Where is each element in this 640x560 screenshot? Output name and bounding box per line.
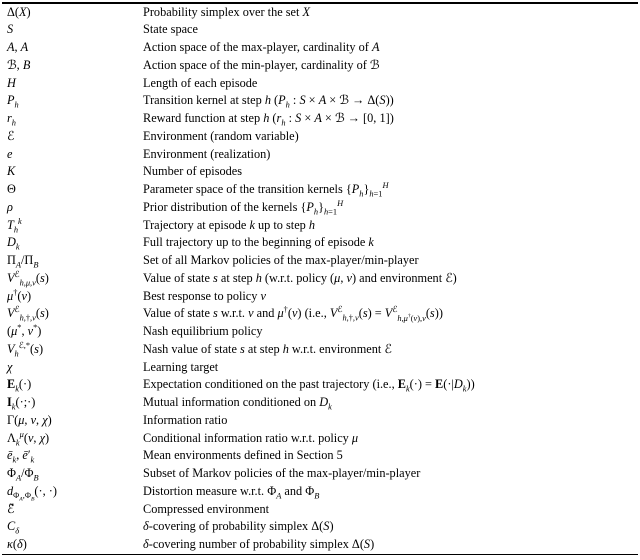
table-row: [0, 518, 640, 536]
description-cell: Conditional information ratio w.r.t. policy μ: [143, 430, 359, 445]
symbol-cell: S: [7, 22, 14, 37]
table-row: [0, 341, 640, 359]
description-cell: Reward function at step h ($r_h$ : S × A × ℬ → [0, 1]): [143, 111, 394, 128]
symbol-cell: ℰ: [7, 128, 15, 143]
symbol-cell: $V^ℰ_{h,\mu,\nu}(s)$: [7, 269, 49, 288]
description-cell: Distortion measure w.r.t. $\Phi_A$ and $\Phi_B$: [143, 483, 320, 501]
table-row: [0, 501, 640, 519]
description-cell: Probability simplex over the set X: [143, 4, 311, 19]
symbol-cell: $\Phi_A/\Phi_B$: [7, 466, 39, 483]
symbol-cell: $ē_k$, $ē'_k$: [7, 448, 35, 465]
symbol-cell: $E_k(\cdot)$: [7, 377, 32, 394]
table-row: [0, 75, 640, 93]
description-cell: Length of each episode: [143, 75, 258, 90]
symbol-cell: (μ*, ν*): [7, 323, 42, 339]
symbol-cell: H: [7, 75, 16, 90]
table-row: [0, 359, 640, 377]
description-cell: Subset of Markov policies of the max-player/min-player: [143, 466, 421, 481]
table-row: [0, 412, 640, 430]
description-cell: Number of episodes: [143, 164, 243, 179]
table-row: [0, 234, 640, 252]
description-cell: Compressed environment: [143, 501, 270, 516]
notation-table: [0, 4, 640, 554]
description-cell: Trajectory at episode k up to step h: [143, 217, 316, 232]
table-row: [0, 483, 640, 501]
description-cell: Information ratio: [143, 412, 228, 427]
symbol-cell: e: [7, 146, 13, 161]
symbol-cell: Δ(X): [7, 4, 31, 19]
symbol-cell: μ†(ν): [7, 287, 32, 303]
table-row: [0, 217, 640, 235]
symbol-cell: K: [7, 164, 16, 179]
table-row: [0, 4, 640, 22]
symbol-cell: $C_\delta$: [7, 519, 20, 536]
table-row: [0, 146, 640, 164]
description-cell: Parameter space of the transition kernels $\{P_h\}_{h=1}^H$: [143, 181, 389, 199]
table-row: [0, 39, 640, 57]
symbol-cell: $T_h^k$: [7, 216, 22, 235]
description-cell: Learning target: [143, 359, 219, 374]
table-row: [0, 57, 640, 75]
description-cell: δ-covering of probability simplex Δ(S): [143, 519, 334, 534]
table-rule-bottom: [2, 554, 638, 556]
symbol-cell: ρ: [7, 199, 13, 214]
table-row: [0, 323, 640, 341]
description-cell: Value of state s w.r.t. ν and μ†(ν) (i.e., $V^ℰ_{h,\dagger,\nu}(s) = V^ℰ_{h,\mu^\dagger(\nu),\nu}(s)$): [143, 305, 443, 323]
symbol-cell: $V_h^{ℰ,*}(s)$: [7, 340, 44, 359]
table-row: [0, 163, 640, 181]
table-row: [0, 394, 640, 412]
symbol-cell: $\Pi_A/\Pi_B$: [7, 253, 39, 270]
description-cell: Transition kernel at step h ($P_h$ : S × A × ℬ → Δ(S)): [143, 93, 394, 110]
notation-table-page: [0, 2, 640, 560]
symbol-cell: $\Lambda_k^\mu(\nu$, χ): [7, 429, 50, 448]
table-row: [0, 536, 640, 554]
description-cell: Expectation conditioned on the past trajectory (i.e., $E_k(\cdot) = E(\cdot|D_k)$): [143, 377, 475, 394]
description-cell: Nash value of state s at step h w.r.t. environment ℰ: [143, 341, 392, 356]
description-cell: Action space of the min-player, cardinality of ℬ: [143, 57, 380, 72]
table-row: [0, 199, 640, 217]
symbol-cell: $I_k(\cdot;\cdot)$: [7, 395, 36, 412]
symbol-cell: $V^ℰ_{h,\dagger,\nu}(s)$: [7, 305, 49, 323]
table-row: [0, 270, 640, 288]
description-cell: Best response to policy ν: [143, 288, 266, 303]
symbol-cell: κ(δ): [7, 537, 27, 552]
description-cell: Prior distribution of the kernels $\{P_h\}_{h=1}^H$: [143, 198, 344, 217]
table-row: [0, 376, 640, 394]
table-row: [0, 181, 640, 199]
symbol-cell: Γ(μ, ν, χ): [7, 412, 52, 427]
description-cell: Action space of the max-player, cardinality of A: [143, 40, 380, 55]
description-cell: Mean environments defined in Section 5: [143, 448, 343, 463]
description-cell: Nash equilibrium policy: [143, 324, 263, 339]
symbol-cell: $r_h$: [7, 111, 16, 128]
table-row: [0, 21, 640, 39]
description-cell: Set of all Markov policies of the max-player/min-player: [143, 253, 419, 268]
table-row: [0, 92, 640, 110]
symbol-cell: A, A: [7, 40, 29, 55]
table-row: [0, 110, 640, 128]
description-cell: Value of state s at step h (w.r.t. policy (μ, ν) and environment ℰ): [143, 270, 457, 285]
table-row: [0, 465, 640, 483]
description-cell: Mutual information conditioned on $D_k$: [143, 395, 332, 412]
table-row: [0, 288, 640, 306]
symbol-cell: $d_{\Phi_A,\Phi_B}(\cdot$, ·): [7, 483, 57, 503]
table-row: [0, 305, 640, 323]
symbol-cell: $P_h$: [7, 93, 19, 110]
table-row: [0, 128, 640, 146]
symbol-cell: ℰ̃: [7, 501, 15, 516]
description-cell: Environment (random variable): [143, 128, 299, 143]
description-cell: δ-covering number of probability simplex Δ(S): [143, 537, 375, 552]
symbol-cell: ℬ, B: [7, 57, 31, 72]
table-row: [0, 447, 640, 465]
symbol-cell: $D_k$: [7, 235, 20, 252]
table-row: [0, 252, 640, 270]
symbol-cell: Θ: [7, 182, 16, 197]
description-cell: Environment (realization): [143, 146, 271, 161]
symbol-cell: χ: [7, 359, 13, 374]
table-row: [0, 430, 640, 448]
description-cell: State space: [143, 22, 198, 37]
description-cell: Full trajectory up to the beginning of episode k: [143, 235, 374, 250]
